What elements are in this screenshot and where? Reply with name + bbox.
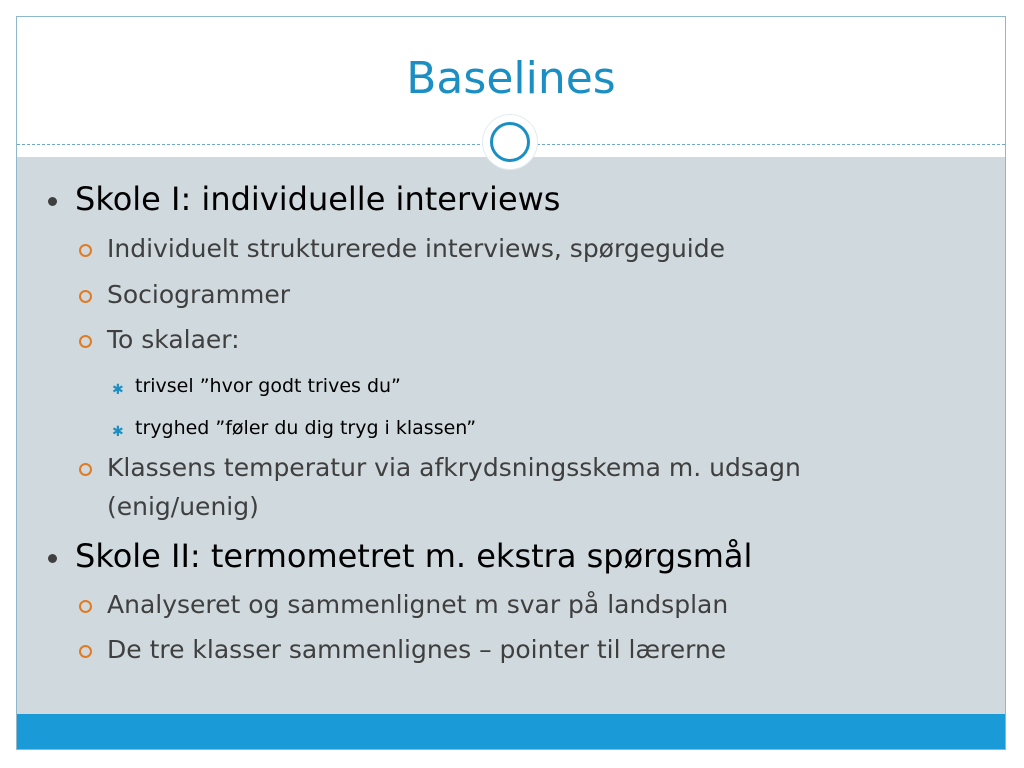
- bullet-level2: Klassens temperatur via afkrydsningsskema m. udsagn: [107, 453, 801, 482]
- hollow-circle-bullet-icon: [79, 290, 92, 303]
- content-area: [17, 157, 1005, 715]
- bullet-level1: Skole I: individuelle interviews: [75, 180, 561, 218]
- filled-dot-bullet-icon: [48, 554, 57, 563]
- star-bullet-icon: ✱: [112, 424, 124, 440]
- bullet-level2-continuation: (enig/uenig): [107, 492, 259, 521]
- hollow-circle-bullet-icon: [79, 645, 92, 658]
- bullet-list: [17, 157, 1005, 715]
- slide-title: Baselines: [406, 53, 616, 104]
- hollow-circle-bullet-icon: [79, 463, 92, 476]
- bullet-level2: Sociogrammer: [107, 280, 290, 309]
- hollow-circle-bullet-icon: [79, 600, 92, 613]
- bullet-level2: Individuelt strukturerede interviews, spørgeguide: [107, 234, 725, 263]
- bullet-level2: Analyseret og sammenlignet m svar på landsplan: [107, 590, 729, 619]
- bullet-level2: De tre klasser sammenlignes – pointer til lærerne: [107, 635, 727, 664]
- circle-ornament-icon: [483, 115, 537, 169]
- star-bullet-icon: ✱: [112, 382, 124, 398]
- slide: [16, 16, 1006, 750]
- bullet-level1: Skole II: termometret m. ekstra spørgsmål: [75, 537, 753, 575]
- bullet-level3: trivsel ”hvor godt trives du”: [135, 375, 401, 397]
- filled-dot-bullet-icon: [48, 197, 57, 206]
- bullet-level2: To skalaer:: [107, 325, 240, 354]
- hollow-circle-bullet-icon: [79, 244, 92, 257]
- footer-bar: [17, 714, 1005, 749]
- hollow-circle-bullet-icon: [79, 335, 92, 348]
- bullet-level3: tryghed ”føler du dig tryg i klassen”: [135, 417, 477, 439]
